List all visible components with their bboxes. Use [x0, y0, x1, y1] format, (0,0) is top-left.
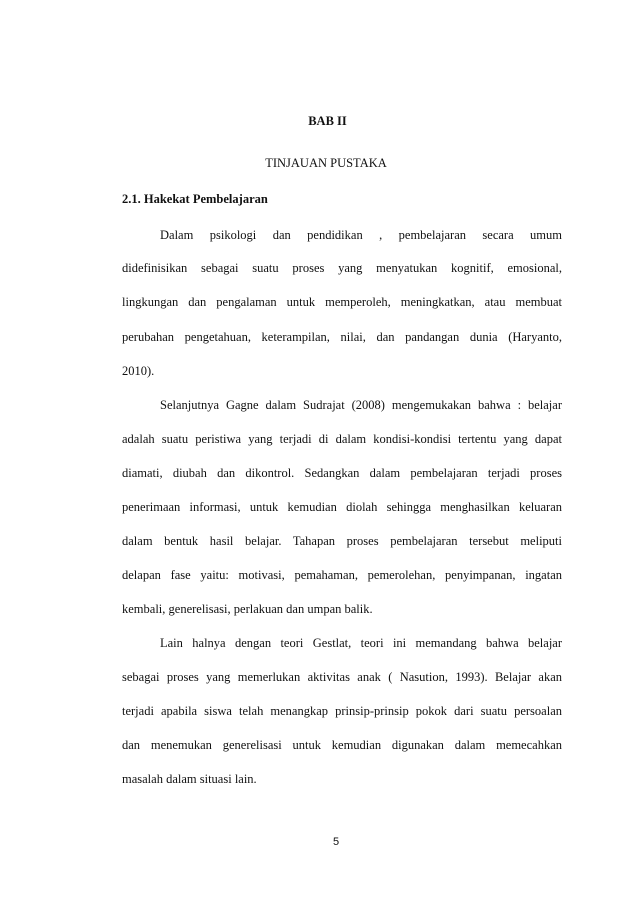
paragraph-line: diamati, diubah dan dikontrol. Sedangkan dalam pembelajaran terjadi proses — [122, 466, 562, 480]
paragraph-line: penerimaan informasi, untuk kemudian diolah sehingga menghasilkan keluaran — [122, 500, 562, 514]
paragraph-line: dan menemukan generelisasi untuk kemudian digunakan dalam memecahkan — [122, 738, 562, 752]
paragraph-line: 2010). — [122, 364, 155, 378]
paragraph-line: adalah suatu peristiwa yang terjadi di dalam kondisi-kondisi tertentu yang dapat — [122, 432, 562, 446]
paragraph-line: Dalam psikologi dan pendidikan , pembelajaran secara umum — [160, 228, 562, 242]
paragraph-line: didefinisikan sebagai suatu proses yang menyatukan kognitif, emosional, — [122, 261, 562, 275]
chapter-title: TINJAUAN PUSTAKA — [265, 156, 387, 170]
paragraph-line: sebagai proses yang memerlukan aktivitas anak ( Nasution, 1993). Belajar akan — [122, 670, 562, 684]
paragraph-line: Selanjutnya Gagne dalam Sudrajat (2008) mengemukakan bahwa : belajar — [160, 398, 562, 412]
chapter-number: BAB II — [308, 114, 347, 128]
section-heading: 2.1. Hakekat Pembelajaran — [122, 192, 268, 206]
paragraph-line: Lain halnya dengan teori Gestlat, teori ini memandang bahwa belajar — [160, 636, 562, 650]
paragraph-line: dalam bentuk hasil belajar. Tahapan proses pembelajaran tersebut meliputi — [122, 534, 562, 548]
paragraph-line: terjadi apabila siswa telah menangkap prinsip-prinsip pokok dari suatu persoalan — [122, 704, 562, 718]
paragraph-line: delapan fase yaitu: motivasi, pemahaman, pemerolehan, penyimpanan, ingatan — [122, 568, 562, 582]
paragraph-line: lingkungan dan pengalaman untuk memperoleh, meningkatkan, atau membuat — [122, 295, 562, 309]
page-number: 5 — [332, 836, 340, 848]
paragraph-line: perubahan pengetahuan, keterampilan, nilai, dan pandangan dunia (Haryanto, — [122, 330, 562, 344]
paragraph-line: kembali, generelisasi, perlakuan dan umpan balik. — [122, 602, 373, 616]
paragraph-line: masalah dalam situasi lain. — [122, 772, 257, 786]
